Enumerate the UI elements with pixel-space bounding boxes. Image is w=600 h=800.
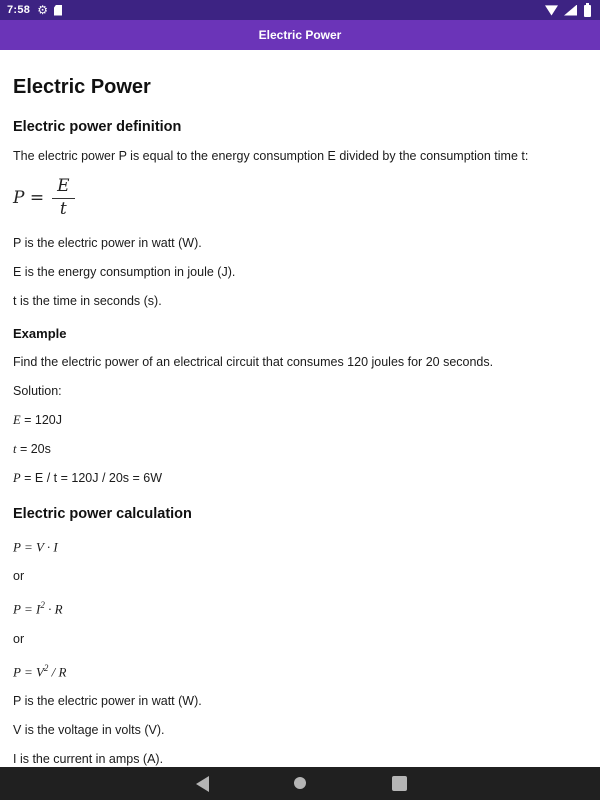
settings-icon: ⚙ — [37, 2, 48, 17]
step-variable: t — [13, 442, 17, 457]
solution-step-energy — [13, 412, 582, 428]
solution-step-time — [13, 441, 582, 457]
step-rest: = E / t = 120J / 20s = 6W — [20, 471, 163, 486]
app-bar-title: Electric Power — [258, 28, 342, 42]
status-time: 7:58 — [7, 4, 31, 16]
equation-superscript: 2 — [40, 600, 45, 611]
equation-text: P = I — [13, 601, 41, 617]
equation-voltage-current — [13, 535, 582, 555]
home-icon[interactable] — [294, 777, 306, 789]
or-label: or — [13, 569, 25, 584]
content — [0, 76, 600, 796]
recents-icon[interactable] — [392, 776, 407, 791]
calculation-line-voltage: V is the voltage in volts (V). — [13, 723, 165, 738]
equation-current-resistance — [13, 597, 582, 617]
calculation-heading: Electric power calculation — [13, 506, 192, 523]
solution-step-power — [13, 470, 582, 486]
sim-card-icon — [54, 5, 62, 16]
equation-text: · R — [44, 601, 63, 617]
example-heading: Example — [13, 326, 67, 342]
equation-voltage-resistance — [13, 660, 582, 680]
or-label: or — [13, 631, 25, 646]
solution-label: Solution: — [13, 384, 62, 399]
page-title: Electric Power — [13, 76, 151, 98]
status-bar — [0, 0, 600, 20]
equation-text: P = V · I — [13, 539, 58, 555]
equation-superscript: 2 — [43, 662, 49, 673]
step-variable: P — [13, 471, 21, 486]
formula-numerator: E — [52, 177, 74, 199]
step-rest: = 20s — [16, 442, 51, 457]
formula-fraction — [52, 177, 74, 219]
definition-line-power: P is the electric power in watt (W). — [13, 236, 202, 251]
signal-icon — [564, 5, 577, 16]
definition-line-time: t is the time in seconds (s). — [13, 294, 162, 309]
step-rest: = 120J — [20, 413, 62, 428]
definition-heading: Electric power definition — [13, 119, 182, 135]
formula-denominator: t — [59, 198, 67, 219]
calculation-line-current: I is the current in amps (A). — [13, 752, 164, 767]
definition-intro: The electric power P is equal to the energy consumption E divided by the consumption time t: — [13, 149, 529, 163]
wifi-icon — [545, 5, 558, 16]
step-variable: E — [13, 413, 21, 428]
calculation-line-power: P is the electric power in watt (W). — [13, 694, 202, 709]
formula-lhs: P = — [13, 188, 45, 209]
definition-line-energy: E is the energy consumption in joule (J). — [13, 265, 236, 280]
navigation-bar — [0, 767, 600, 800]
example-problem: Find the electric power of an electrical circuit that consumes 120 joules for 20 seconds. — [13, 355, 494, 370]
battery-icon — [584, 5, 591, 17]
equation-text: P = V — [13, 664, 44, 680]
power-formula — [13, 177, 582, 219]
equation-text: / R — [48, 664, 67, 680]
back-icon[interactable] — [196, 776, 209, 792]
app-bar — [0, 20, 600, 50]
